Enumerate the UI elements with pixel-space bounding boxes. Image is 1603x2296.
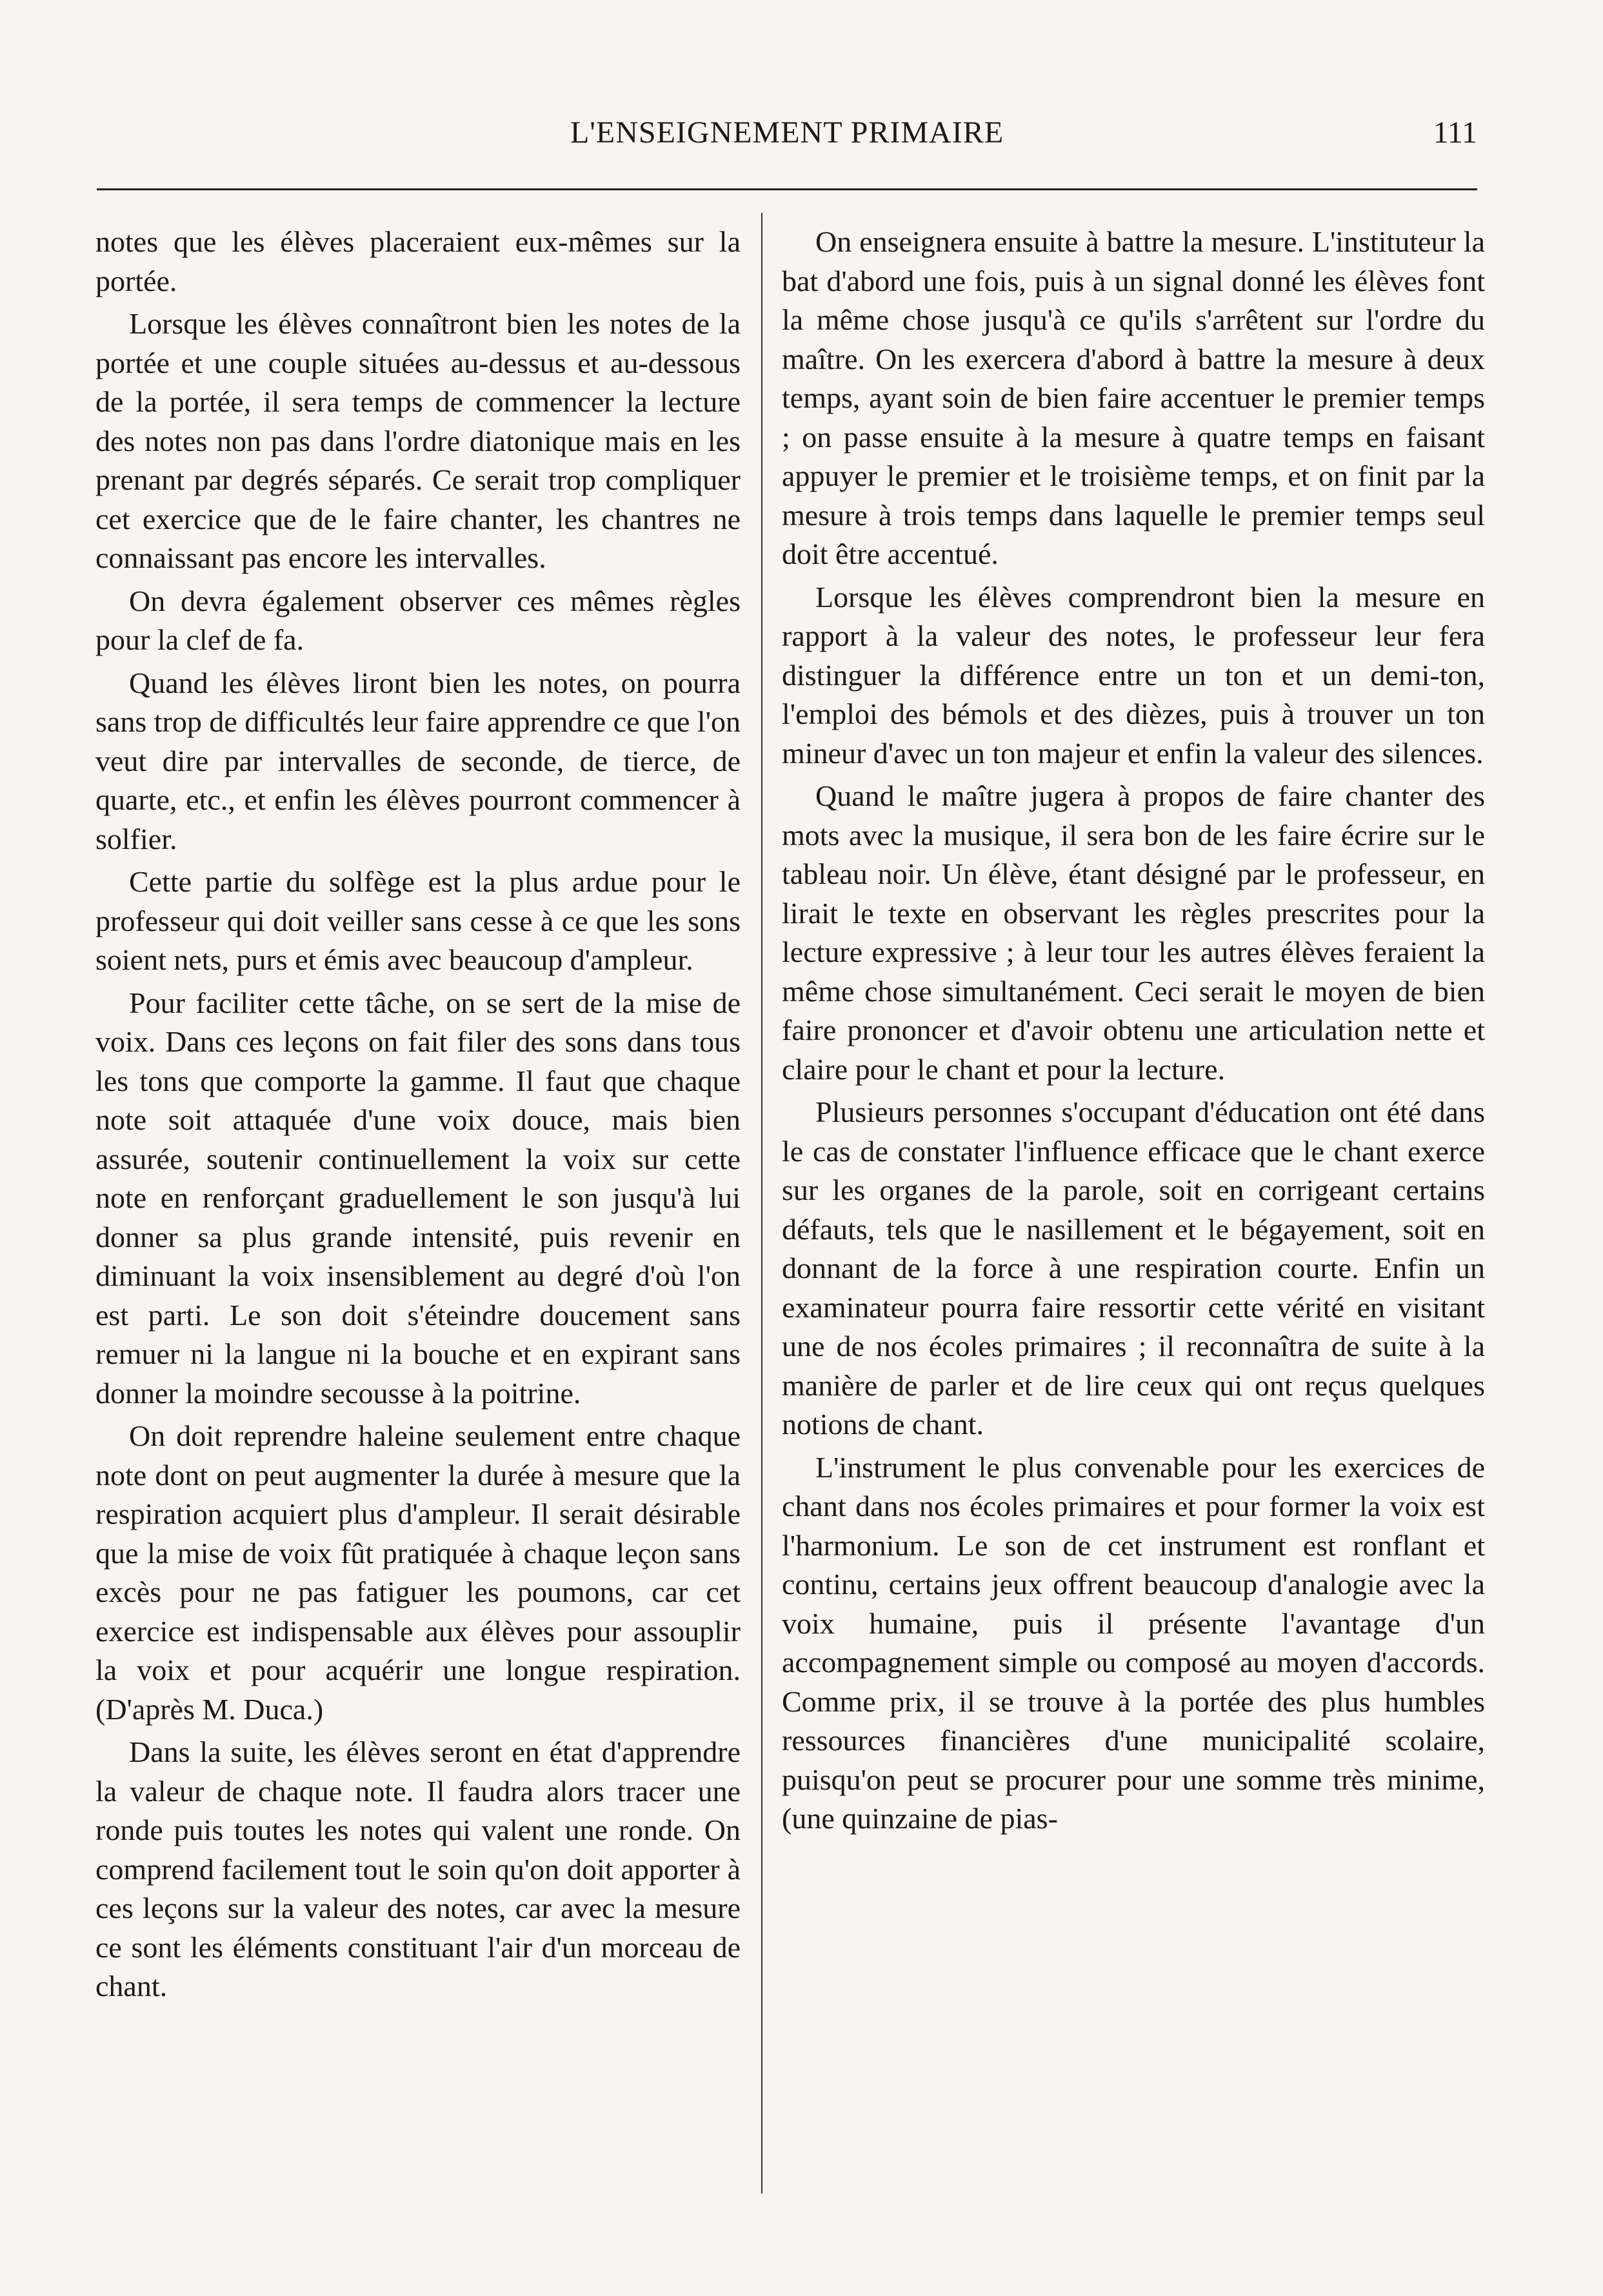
right-column	[782, 223, 1485, 1842]
paragraph: Pour faciliter cette tâche, on se sert de la mise de voix. Dans ces leçons on fait filer des sons dans tous les tons que comporte la gamme. Il faut que chaque note soit attaquée d'une voix douce, mais bien assurée, soutenir continuellement la voix sur cette note en renforçant graduellement le son jusqu'à lui donner sa plus grande intensité, puis revenir en diminuant la voix insensiblement au degré d'où l'on est parti. Le son doit s'éteindre doucement sans remuer ni la langue ni la bouche et en expirant sans donner la moindre secousse à la poitrine.	[95, 986, 741, 1410]
paragraph: Lorsque les élèves comprendront bien la mesure en rapport à la valeur des notes, le professeur leur fera distinguer la différence entre un ton et un demi-ton, l'emploi des bémols et des dièzes, puis à trouver un ton mineur d'avec un ton majeur et enfin la valeur des silences.	[782, 580, 1485, 770]
paragraph: On enseignera ensuite à battre la mesure. L'instituteur la bat d'abord une fois, puis à un signal donné les élèves font la même chose jusqu'à ce qu'ils s'arrêtent sur l'ordre du maître. On les exercera d'abord à battre la mesure à deux temps, ayant soin de bien faire accentuer le premier temps ; on passe ensuite à la mesure à quatre temps en faisant appuyer le premier et le troisième temps, et on finit par la mesure à trois temps dans laquelle le premier temps seul doit être accentué.	[782, 225, 1485, 570]
left-column	[95, 223, 741, 2010]
column-divider	[761, 213, 762, 2193]
paragraph: On doit reprendre haleine seulement entre chaque note dont on peut augmenter la durée à mesure que la respiration acquiert plus d'ampleur. Il serait désirable que la mise de voix fût pratiquée à chaque leçon sans excès pour ne pas fatiguer les poumons, car cet exercice est indispensable aux élèves pour assouplir la voix et pour acquérir une longue respiration. (D'après M. Duca.)	[95, 1419, 741, 1726]
page-number: 111	[1433, 115, 1477, 150]
paragraph: Quand les élèves liront bien les notes, on pourra sans trop de difficultés leur faire apprendre ce que l'on veut dire par intervalles de seconde, de tierce, de quarte, etc., et enfin les élèves pourront commencer à solfier.	[95, 666, 741, 855]
running-title: L'ENSEIGNEMENT PRIMAIRE	[570, 115, 1004, 150]
paragraph: On devra également observer ces mêmes règles pour la clef de fa.	[95, 584, 741, 656]
page-header	[97, 115, 1477, 173]
header-rule	[97, 188, 1477, 190]
paragraph: Cette partie du solfège est la plus ardue pour le professeur qui doit veiller sans cesse à ce que les sons soient nets, purs et émis avec beaucoup d'ampleur.	[95, 865, 741, 976]
paragraph: L'instrument le plus convenable pour les exercices de chant dans nos écoles primaires et pour former la voix est l'harmonium. Le son de cet instrument est ronflant et continu, certains jeux offrent beaucoup d'analogie avec la voix humaine, puis il présente l'avantage d'un accompagnement simple ou composé au moyen d'accords. Comme prix, il se trouve à la portée des plus humbles ressources financières d'une municipalité scolaire, puisqu'on peut se procurer pour une somme très minime, (une quinzaine de pias-	[782, 1450, 1485, 1835]
paragraph: Quand le maître jugera à propos de faire chanter des mots avec la musique, il sera bon de les faire écrire sur le tableau noir. Un élève, étant désigné par le professeur, en lirait le texte en observant les règles prescrites pour la lecture expressive ; à leur tour les autres élèves feraient la même chose simultanément. Ceci serait le moyen de bien faire prononcer et d'avoir obtenu une articulation nette et claire pour le chant et pour la lecture.	[782, 779, 1485, 1086]
paragraph: Lorsque les élèves connaîtront bien les notes de la portée et une couple situées au-dessus et au-dessous de la portée, il sera temps de commencer la lecture des notes non pas dans l'ordre diatonique mais en les prenant par degrés séparés. Ce serait trop compliquer cet exercice que de le faire chanter, les chantres ne connaissant pas encore les intervalles.	[95, 307, 741, 574]
paragraph: Dans la suite, les élèves seront en état d'apprendre la valeur de chaque note. Il faudra alors tracer une ronde puis toutes les notes qui valent une ronde. On comprend facilement tout le soin qu'on doit apporter à ces leçons sur la valeur des notes, car avec la mesure ce sont les éléments constituant l'air d'un morceau de chant.	[95, 1735, 741, 2002]
paragraph: Plusieurs personnes s'occupant d'éducation ont été dans le cas de constater l'influence efficace que le chant exerce sur les organes de la parole, soit en corrigeant certains défauts, tels que le nasillement et le bégayement, soit en donnant de la force à une respiration courte. Enfin un examinateur pourra faire ressortir cette vérité en visitant une de nos écoles primaires ; il reconnaîtra de suite à la manière de parler et de lire ceux qui ont reçus quelques notions de chant.	[782, 1095, 1485, 1441]
paragraph: notes que les élèves placeraient eux-mêmes sur la portée.	[95, 225, 741, 297]
